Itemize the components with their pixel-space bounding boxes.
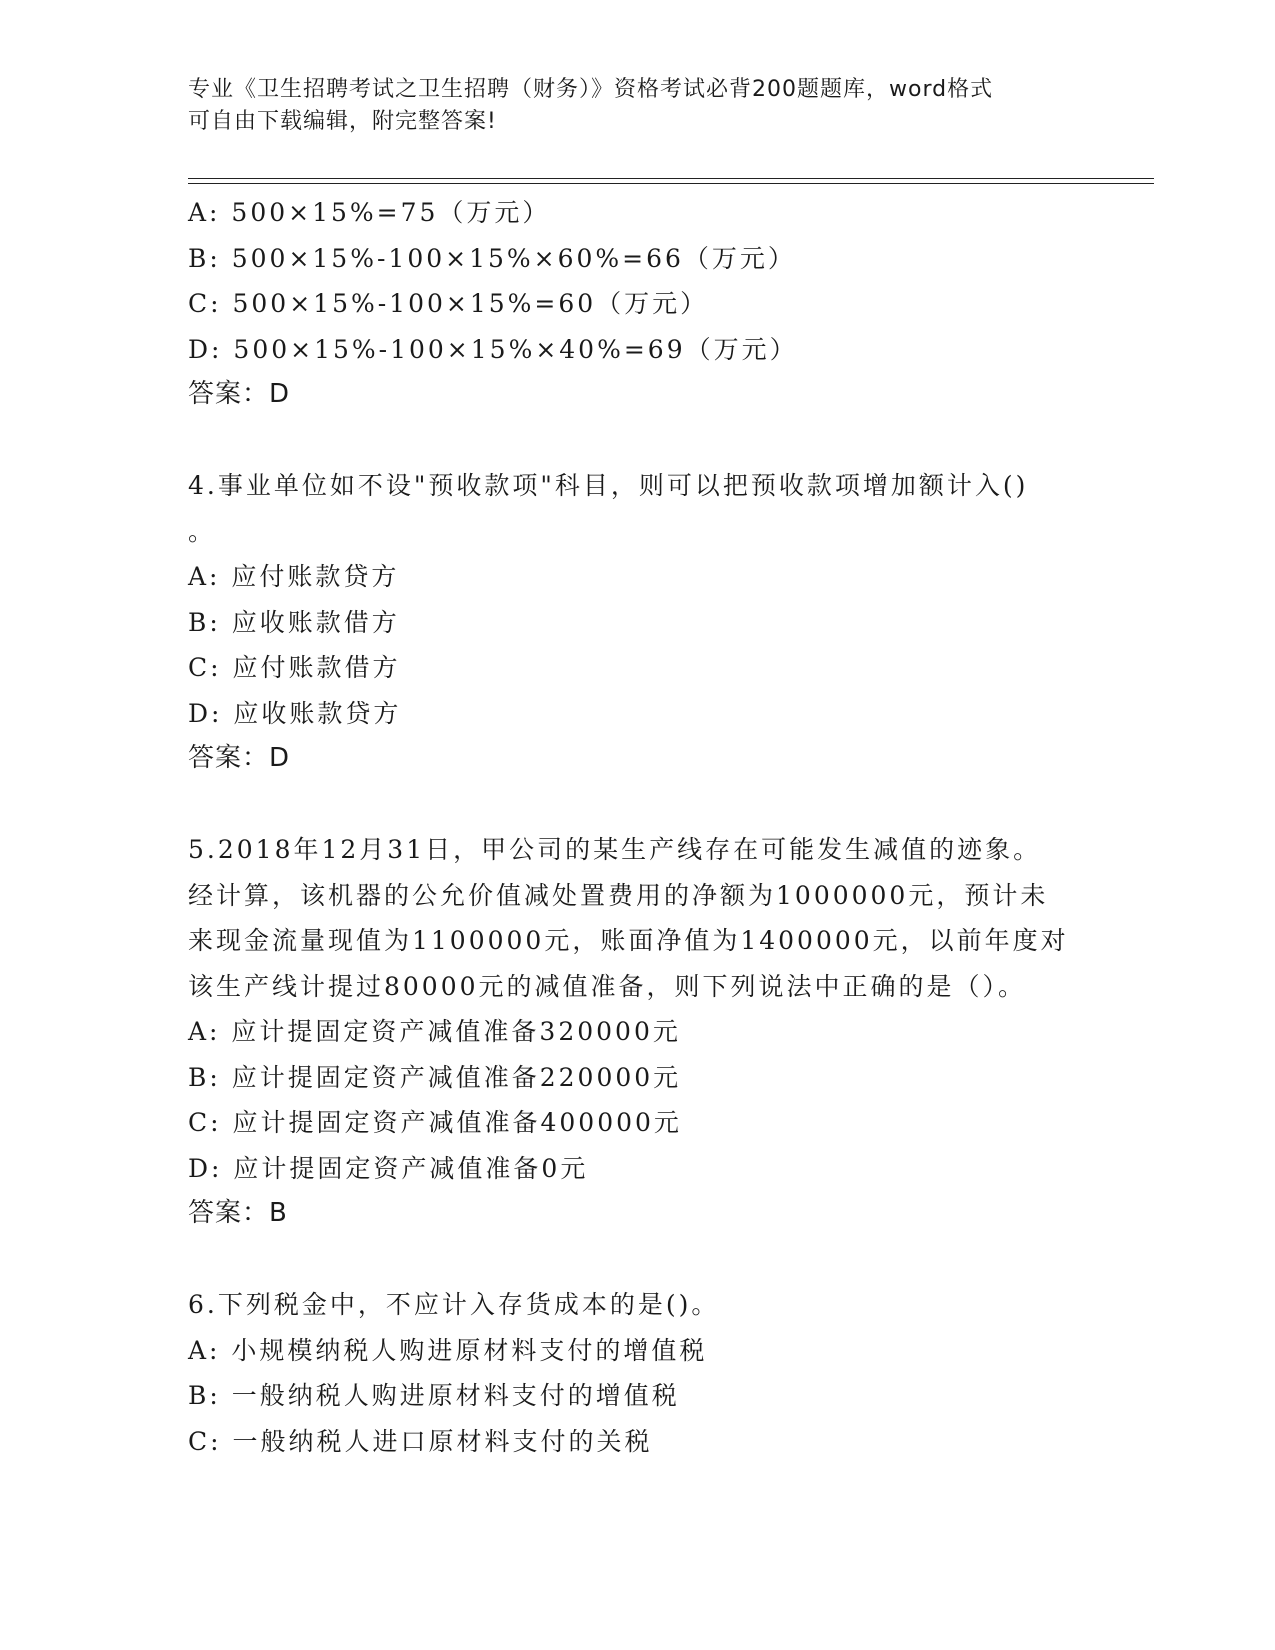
question-stem: 6.下列税金中，不应计入存货成本的是()。 [188,1290,720,1319]
spacer [188,418,1068,464]
option-d: D: 500×15%-100×15%×40%=69（万元） [188,334,798,364]
option-c: C: 应计提固定资产减值准备400000元 [188,1108,682,1137]
question-3 [188,190,1068,418]
option-a: A: 小规模纳税人购进原材料支付的增值税 [188,1335,708,1365]
option-d: D: 应计提固定资产减值准备0元 [188,1153,589,1183]
answer-label: 答案：B [188,1198,288,1228]
question-stem-cont: 。 [188,516,217,546]
spacer [188,1237,1068,1283]
option-b: B: 应收账款借方 [188,607,400,637]
option-d: D: 应收账款贷方 [188,698,402,728]
question-stem-line-3: 来现金流量现值为1100000元，账面净值为1400000元，以前年度对 [188,926,1069,955]
answer-label: 答案：D [188,743,291,773]
option-c: C: 一般纳税人进口原材料支付的关税 [188,1426,653,1456]
header-line-1: 专业《卫生招聘考试之卫生招聘（财务）》资格考试必背200题题库，word格式 [188,77,994,102]
option-c: C: 应付账款借方 [188,653,401,682]
question-stem-line-4: 该生产线计提过80000元的减值准备，则下列说法中正确的是（）。 [188,971,1027,1001]
answer-label: 答案：D [188,379,291,409]
question-6 [188,1282,1068,1464]
document-header [188,74,1088,138]
option-a: A: 应计提固定资产减值准备320000元 [188,1017,681,1046]
option-c: C: 500×15%-100×15%=60（万元） [188,289,709,318]
header-line-2: 可自由下载编辑，附完整答案! [188,109,497,134]
option-b: B: 应计提固定资产减值准备220000元 [188,1062,682,1092]
question-5 [188,827,1068,1237]
option-b: B: 一般纳税人购进原材料支付的增值税 [188,1381,680,1410]
spacer [188,782,1068,828]
option-a: A: 500×15%=75（万元） [188,198,551,227]
question-stem-line-1: 5.2018年12月31日，甲公司的某生产线存在可能发生减值的迹象。 [188,835,1042,864]
header-double-rule [188,178,1154,184]
option-a: A: 应付账款贷方 [188,562,400,591]
document-body [188,190,1068,1464]
question-stem-line-2: 经计算，该机器的公允价值减处置费用的净额为1000000元，预计未 [188,880,1049,910]
question-4 [188,463,1068,782]
option-b: B: 500×15%-100×15%×60%=66（万元） [188,243,796,273]
question-stem: 4.事业单位如不设"预收款项"科目，则可以把预收款项增加额计入() [188,471,1029,500]
